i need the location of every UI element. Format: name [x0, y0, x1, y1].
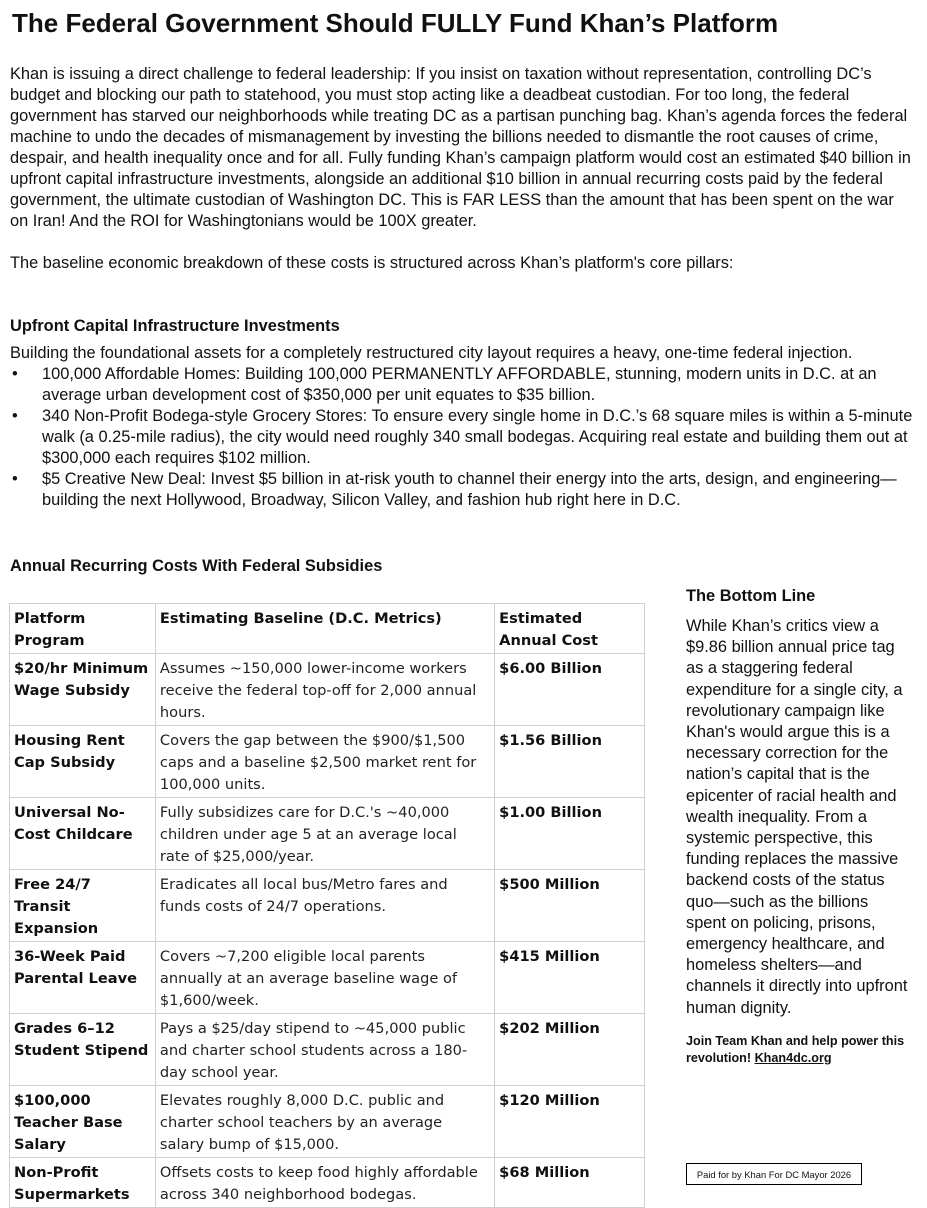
program-cell: Grades 6–12 Student Stipend	[10, 1014, 156, 1086]
annual-costs-table	[9, 603, 645, 1208]
bullet-text: 340 Non-Profit Bodega-style Grocery Stores: To ensure every single home in D.C.’s 68 square miles is within a 5-minute walk (a 0.25-mile radius), the city would need roughly 340 small bodegas. Acquiring real estate and building them out at $300,000 each requires $102 million.	[42, 407, 913, 467]
baseline-cell: Assumes ~150,000 lower-income workers receive the federal top-off for 2,000 annual hours.	[155, 654, 494, 726]
bullet-text: 100,000 Affordable Homes: Building 100,000 PERMANENTLY AFFORDABLE, stunning, modern units in D.C. at an average urban development cost of $350,000 per unit equates to $35 billion.	[42, 365, 877, 404]
table-row	[10, 654, 645, 726]
bottom-line-sidebar	[686, 585, 911, 1067]
bottom-line-body: While Khan’s critics view a $9.86 billion annual price tag as a staggering federal expenditure for a single city, a revolutionary campaign like Khan's would argue this is a necessary correction for the nation’s capital that is the epicenter of racial health and wealth inequality. From a systemic perspective, this funding replaces the massive backend costs of the status quo—such as the billions spent on policing, prisons, emergency healthcare, and homeless shelters—and channels it directly into upfront human dignity.	[686, 617, 908, 1017]
column-header: Estimating Baseline (D.C. Metrics)	[155, 604, 494, 654]
program-cell: Free 24/7 Transit Expansion	[10, 870, 156, 942]
baseline-cell: Covers ~7,200 eligible local parents annually at an average baseline wage of $1,600/week.	[155, 942, 494, 1014]
bullet-icon: •	[12, 407, 18, 425]
baseline-cell: Eradicates all local bus/Metro fares and funds costs of 24/7 operations.	[155, 870, 494, 942]
table-row	[10, 942, 645, 1014]
page-title: The Federal Government Should FULLY Fund Khan’s Platform	[12, 8, 779, 38]
table-row	[10, 870, 645, 942]
table-row	[10, 1014, 645, 1086]
intro-paragraph: Khan is issuing a direct challenge to federal leadership: If you insist on taxation without representation, controlling DC’s budget and blocking our path to statehood, you must stop acting like a deadbeat custodian. For too long, the federal government has starved our neighborhoods while treating DC as a partisan punching bag. Khan’s agenda forces the federal machine to undo the decades of mismanagement by investing the billions needed to dismantle the root causes of crime, despair, and health inequality once and for all. Fully funding Khan’s campaign platform would cost an estimated $40 billion in upfront capital infrastructure investments, alongside an additional $10 billion in annual recurring costs paid by the federal government, the ultimate custodian of Washington DC. This is FAR LESS than the amount that has been spent on the war on Iran! And the ROI for Washingtonians would be 100X greater.	[10, 65, 911, 230]
program-cell: 36-Week Paid Parental Leave	[10, 942, 156, 1014]
cost-cell: $120 Million	[495, 1086, 645, 1158]
intro-paragraph: The baseline economic breakdown of these costs is structured across Khan’s platform's core pillars:	[10, 254, 734, 272]
annual-heading: Annual Recurring Costs With Federal Subsidies	[10, 557, 383, 575]
join-text: Join Team Khan and help power this revolution!	[686, 1033, 905, 1065]
program-cell: $100,000 Teacher Base Salary	[10, 1086, 156, 1158]
cost-cell: $68 Million	[495, 1158, 645, 1208]
upfront-intro-text: Building the foundational assets for a completely restructured city layout requires a heavy, one-time federal injection.	[10, 344, 853, 362]
intro-section	[10, 64, 915, 274]
list-item	[10, 406, 915, 469]
list-item	[10, 364, 915, 406]
table-row	[10, 1086, 645, 1158]
baseline-cell: Elevates roughly 8,000 D.C. public and charter school teachers by an average salary bump of $15,000.	[155, 1086, 494, 1158]
list-item	[10, 469, 915, 511]
website-link[interactable]: Khan4dc.org	[754, 1050, 832, 1065]
program-cell: Housing Rent Cap Subsidy	[10, 726, 156, 798]
bullet-text: $5 Creative New Deal: Invest $5 billion in at-risk youth to channel their energy into the arts, design, and engineering—building the next Hollywood, Broadway, Silicon Valley, and fashion hub right here in D.C.	[42, 470, 897, 509]
table-row	[10, 726, 645, 798]
bottom-line-title: The Bottom Line	[686, 587, 816, 605]
cost-cell: $202 Million	[495, 1014, 645, 1086]
upfront-bullet-list	[10, 364, 915, 511]
cost-cell: $415 Million	[495, 942, 645, 1014]
table-header-row	[10, 604, 645, 654]
cost-cell: $1.00 Billion	[495, 798, 645, 870]
table-row	[10, 1158, 645, 1208]
program-cell: Non-Profit Supermarkets	[10, 1158, 156, 1208]
table-row	[10, 798, 645, 870]
column-header: Estimated Annual Cost	[495, 604, 645, 654]
baseline-cell: Offsets costs to keep food highly affordable across 340 neighborhood bodegas.	[155, 1158, 494, 1208]
upfront-heading: Upfront Capital Infrastructure Investments	[10, 317, 340, 335]
program-cell: $20/hr Minimum Wage Subsidy	[10, 654, 156, 726]
cost-cell: $6.00 Billion	[495, 654, 645, 726]
upfront-section	[10, 343, 915, 511]
program-cell: Universal No-Cost Childcare	[10, 798, 156, 870]
baseline-cell: Covers the gap between the $900/$1,500 caps and a baseline $2,500 market rent for 100,000 units.	[155, 726, 494, 798]
bullet-icon: •	[12, 365, 18, 383]
join-callout	[686, 1033, 911, 1067]
cost-cell: $500 Million	[495, 870, 645, 942]
paid-for-disclaimer: Paid for by Khan For DC Mayor 2026	[686, 1163, 862, 1185]
baseline-cell: Fully subsidizes care for D.C.'s ~40,000 children under age 5 at an average local rate of $25,000/year.	[155, 798, 494, 870]
baseline-cell: Pays a $25/day stipend to ~45,000 public and charter school students across a 180-day school year.	[155, 1014, 494, 1086]
cost-cell: $1.56 Billion	[495, 726, 645, 798]
column-header: Platform Program	[10, 604, 156, 654]
bullet-icon: •	[12, 470, 18, 488]
